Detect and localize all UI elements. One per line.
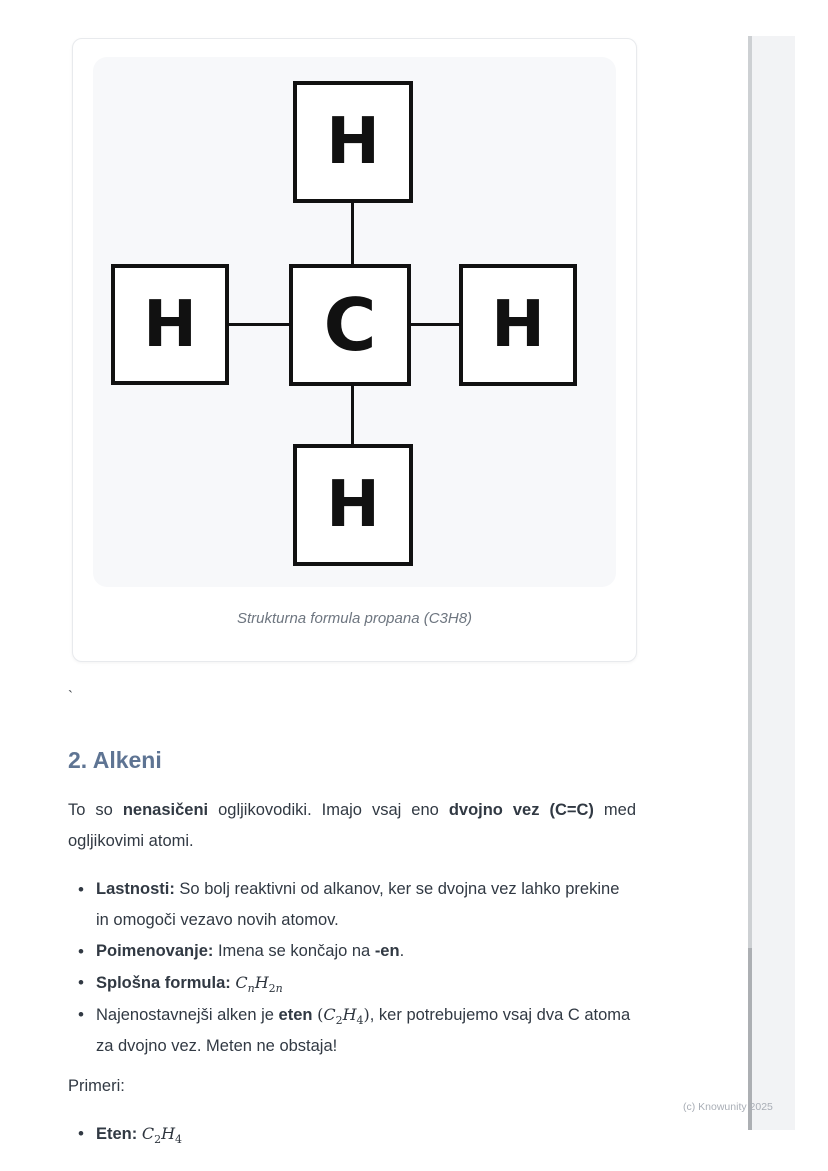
- intro-text-2: ogljikovodiki. Imajo vsaj eno: [208, 801, 449, 819]
- item-bold: eten: [278, 1005, 313, 1024]
- intro-text-3: med ogljikovimi atomi.: [68, 801, 637, 850]
- item-label: Splošna formula:: [96, 973, 231, 992]
- item-text: .: [399, 941, 405, 960]
- intro-text-1: To so: [68, 801, 123, 819]
- intro-bold-2: dvojno vez (C=C): [448, 801, 594, 819]
- item-text: Najenostavnejši alken je: [96, 1005, 279, 1024]
- item-label: Lastnosti:: [96, 879, 175, 898]
- atom-label-right: H: [491, 288, 545, 362]
- item-text: So bolj reaktivni od alkanov, ker se dvojna vez lahko prekine in omogoči vezavo novih atomov.: [96, 879, 620, 929]
- primeri-label: Primeri:: [68, 1076, 125, 1095]
- examples-list: [68, 1118, 636, 1150]
- molecule-diagram: [93, 57, 616, 587]
- next-page-edge-panel: [749, 36, 795, 1130]
- bond-top: [351, 203, 354, 264]
- item-text: , ker potrebujemo vsaj dva C atoma za dvojno vez. Meten ne obstaja!: [96, 1005, 631, 1055]
- intro-bold-1: nenasičeni: [122, 801, 209, 819]
- stray-backtick: `: [68, 688, 73, 705]
- bond-bottom: [351, 386, 354, 444]
- content-column: [68, 688, 636, 1150]
- atom-label-left: H: [143, 287, 197, 362]
- properties-list: [68, 874, 636, 1062]
- math-var: H: [342, 1004, 357, 1024]
- atom-label-bottom: H: [326, 468, 380, 542]
- atom-box-left: [111, 264, 229, 385]
- figure-caption: Strukturna formula propana (C3H8): [236, 610, 473, 627]
- atom-label-top: H: [326, 105, 380, 179]
- formula-c2h4: $(C_2H_4)$: [317, 1004, 370, 1027]
- intro-paragraph: [68, 795, 636, 857]
- atom-box-bottom: [293, 444, 413, 566]
- list-item-splosna-formula: [68, 967, 636, 999]
- math-sub: 4: [356, 1013, 364, 1027]
- section-heading: 2. Alkeni: [68, 747, 162, 773]
- list-item-najenostavnejsi: [68, 999, 636, 1062]
- bond-right: [411, 323, 459, 326]
- list-item-lastnosti: [68, 874, 636, 936]
- atom-box-right: [459, 264, 577, 386]
- math-var: C: [323, 1004, 336, 1024]
- math-sub: 2n: [268, 981, 283, 995]
- item-label: Eten:: [96, 1125, 138, 1143]
- math-sub: 2: [154, 1133, 162, 1147]
- item-label: Poimenovanje:: [96, 941, 214, 960]
- math-var: H: [254, 972, 269, 992]
- atom-label-center: C: [323, 283, 377, 367]
- math-sub: 2: [335, 1013, 343, 1027]
- atom-box-center: [289, 264, 411, 386]
- formula-cnh2n: [235, 972, 283, 995]
- math-sub: n: [247, 981, 255, 995]
- bond-left: [229, 323, 289, 326]
- item-text: Imena se končajo na: [213, 941, 375, 960]
- math-sub: 4: [175, 1133, 183, 1147]
- list-item-poimenovanje: [68, 936, 636, 967]
- list-item-eten: [68, 1118, 636, 1150]
- formula-c2h4-example: [141, 1124, 183, 1147]
- math-var: H: [161, 1124, 176, 1143]
- item-bold: -en: [374, 941, 400, 960]
- watermark-text: (c) Knowunity 2025: [683, 1101, 773, 1113]
- figure-card: [72, 38, 637, 662]
- math-var: C: [141, 1124, 155, 1143]
- atom-box-top: [293, 81, 413, 203]
- math-var: C: [235, 972, 248, 992]
